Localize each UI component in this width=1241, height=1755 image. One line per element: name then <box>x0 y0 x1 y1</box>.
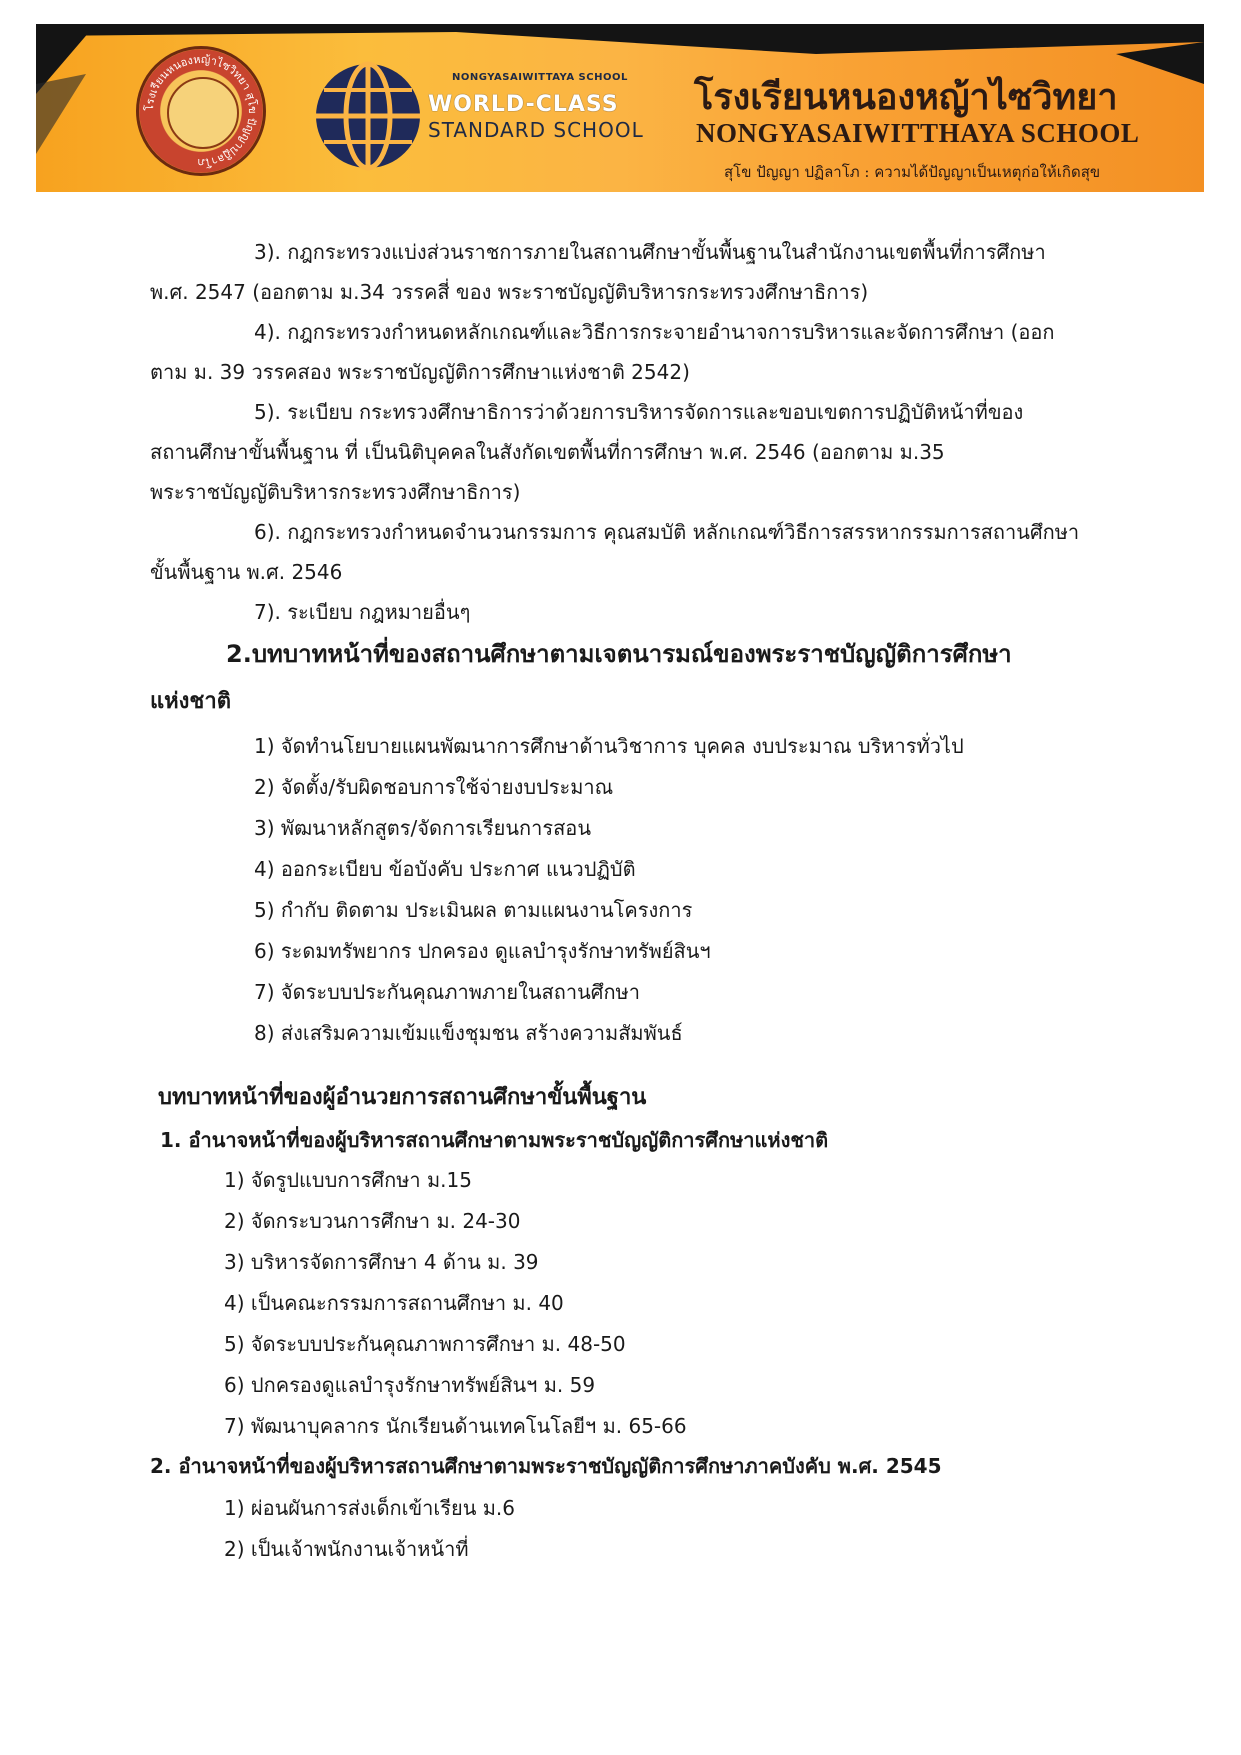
list-item: 3) พัฒนาหลักสูตร/จัดการเรียนการสอน <box>254 816 591 840</box>
law-item-5-line3: พระราชบัญญัติบริหารกระทรวงศึกษาธิการ) <box>150 480 521 504</box>
director-sub2-heading: 2. อำนาจหน้าที่ของผู้บริหารสถานศึกษาตามพระราชบัญญัติการศึกษาภาคบังคับ พ.ศ. 2545 <box>150 1454 942 1478</box>
law-item-7: 7). ระเบียบ กฎหมายอื่นๆ <box>254 600 471 624</box>
school-motto: สุโข ปัญญา ปฏิลาโภ : ความได้ปัญญาเป็นเหตุก่อให้เกิดสุข <box>724 163 1101 181</box>
list-item: 4) ออกระเบียบ ข้อบังคับ ประกาศ แนวปฏิบัติ <box>254 857 636 881</box>
svg-text:โรงเรียนหนองหญ้าไซวิทยา สุโข ป: โรงเรียนหนองหญ้าไซวิทยา สุโข ปัญญาปฏิลาโภ <box>142 52 260 170</box>
school-name-thai: โรงเรียนหนองหญ้าไซวิทยา <box>694 76 1118 118</box>
list-item: 5) กำกับ ติดตาม ประเมินผล ตามแผนงานโครงการ <box>254 898 693 922</box>
list-item: 2) จัดตั้ง/รับผิดชอบการใช้จ่ายงบประมาณ <box>254 775 614 799</box>
list-item: 1) จัดทำนโยบายแผนพัฒนาการศึกษาด้านวิชาการ บุคคล งบประมาณ บริหารทั่วไป <box>254 734 964 758</box>
list-item: 5) จัดระบบประกันคุณภาพการศึกษา ม. 48-50 <box>224 1332 626 1356</box>
list-item: 1) จัดรูปแบบการศึกษา ม.15 <box>224 1168 472 1192</box>
list-item: 7) จัดระบบประกันคุณภาพภายในสถานศึกษา <box>254 980 640 1004</box>
law-item-5-line2: สถานศึกษาขั้นพื้นฐาน ที่ เป็นนิติบุคคลในสังกัดเขตพื้นที่การศึกษา พ.ศ. 2546 (ออกตาม ม.35 <box>150 440 945 464</box>
section-2-heading-line2: แห่งชาติ <box>150 689 231 714</box>
list-item: 4) เป็นคณะกรรมการสถานศึกษา ม. 40 <box>224 1291 564 1315</box>
list-item: 6) ปกครองดูแลบำรุงรักษาทรัพย์สินฯ ม. 59 <box>224 1373 596 1397</box>
world-class-small-label: NONGYASAIWITTAYA SCHOOL <box>452 72 628 83</box>
list-item: 7) พัฒนาบุคลากร นักเรียนด้านเทคโนโลยีฯ ม. 65-66 <box>224 1414 687 1438</box>
seal-emblem <box>167 77 239 149</box>
globe-logo-icon <box>308 56 444 176</box>
law-item-6-line1: 6). กฎกระทรวงกำหนดจำนวนกรรมการ คุณสมบัติ หลักเกณฑ์วิธีการสรรหากรรมการสถานศึกษา <box>254 520 1080 544</box>
school-name-english: NONGYASAIWITTHAYA SCHOOL <box>696 118 1140 148</box>
director-sub1-heading: 1. อำนาจหน้าที่ของผู้บริหารสถานศึกษาตามพระราชบัญญัติการศึกษาแห่งชาติ <box>160 1128 829 1152</box>
school-seal-logo <box>136 46 266 176</box>
law-item-3-line1: 3). กฎกระทรวงแบ่งส่วนราชการภายในสถานศึกษาขั้นพื้นฐานในสำนักงานเขตพื้นที่การศึกษา <box>254 240 1046 264</box>
standard-school-label: STANDARD SCHOOL <box>428 118 644 142</box>
law-item-3-line2: พ.ศ. 2547 (ออกตาม ม.34 วรรคสี่ ของ พระราชบัญญัติบริหารกระทรวงศึกษาธิการ) <box>150 280 869 304</box>
section-2-heading-line1: 2.บทบาทหน้าที่ของสถานศึกษาตามเจตนารมณ์ของพระราชบัญญัติการศึกษา <box>226 640 1012 668</box>
law-item-4-line2: ตาม ม. 39 วรรคสอง พระราชบัญญัติการศึกษาแห่งชาติ 2542) <box>150 360 690 384</box>
world-class-label: WORLD-CLASS <box>428 92 619 117</box>
list-item: 2) เป็นเจ้าพนักงานเจ้าหน้าที่ <box>224 1537 469 1561</box>
director-heading: บทบาทหน้าที่ของผู้อำนวยการสถานศึกษาขั้นพื้นฐาน <box>158 1085 647 1110</box>
list-item: 8) ส่งเสริมความเข้มแข็งชุมชน สร้างความสัมพันธ์ <box>254 1021 683 1045</box>
list-item: 6) ระดมทรัพยากร ปกครอง ดูแลบำรุงรักษาทรัพย์สินฯ <box>254 939 711 963</box>
list-item: 3) บริหารจัดการศึกษา 4 ด้าน ม. 39 <box>224 1250 539 1274</box>
law-item-5-line1: 5). ระเบียบ กระทรวงศึกษาธิการว่าด้วยการบริหารจัดการและขอบเขตการปฏิบัติหน้าที่ของ <box>254 400 1024 424</box>
header-banner <box>36 24 1204 192</box>
law-item-4-line1: 4). กฎกระทรวงกำหนดหลักเกณฑ์และวิธีการกระจายอำนาจการบริหารและจัดการศึกษา (ออก <box>254 320 1055 344</box>
list-item: 1) ผ่อนผันการส่งเด็กเข้าเรียน ม.6 <box>224 1496 515 1520</box>
law-item-6-line2: ขั้นพื้นฐาน พ.ศ. 2546 <box>150 560 343 584</box>
list-item: 2) จัดกระบวนการศึกษา ม. 24-30 <box>224 1209 521 1233</box>
